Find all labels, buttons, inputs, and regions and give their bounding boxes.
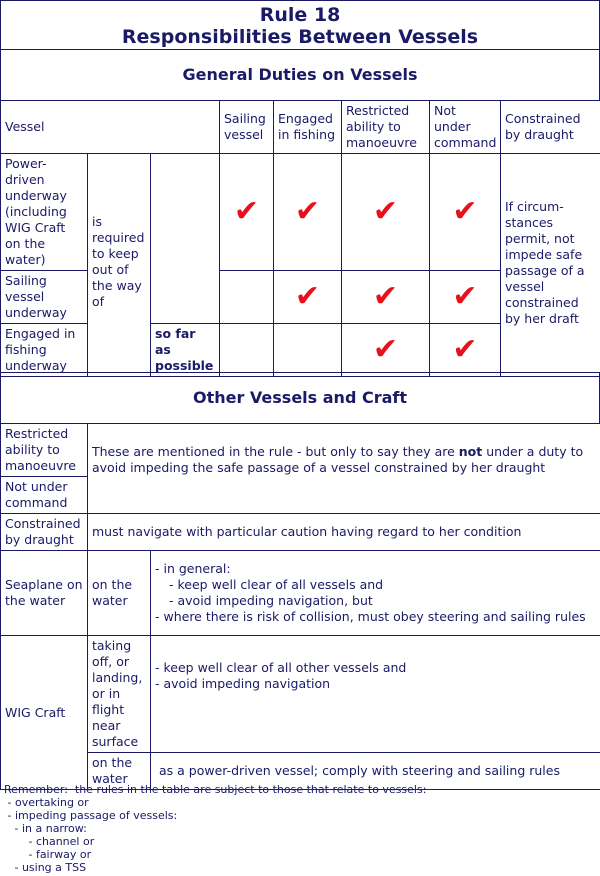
check-icon: ✔ — [220, 154, 274, 271]
empty-cell — [220, 271, 274, 324]
wig-line: - keep well clear of all other vessels and — [155, 660, 407, 675]
remember-line: - in a narrow: — [4, 822, 87, 835]
remember-line: Remember: the rules in the table are subject to those that relate to vessels: — [4, 783, 427, 796]
header-nuc: Not under command — [430, 101, 501, 154]
table-row-constrained — [1, 514, 600, 551]
table-row-seaplane — [1, 551, 600, 636]
check-icon: ✔ — [342, 271, 430, 324]
header-sailing: Sailing vessel — [220, 101, 274, 154]
remember-line: - channel or — [4, 835, 95, 848]
empty-cell — [274, 324, 342, 377]
header-fishing: Engaged in fishing — [274, 101, 342, 154]
table-header-row — [1, 101, 600, 154]
check-icon: ✔ — [342, 324, 430, 377]
section-other-vessels: Other Vessels and Craft — [0, 372, 600, 424]
wig-line: - avoid impeding navigation — [155, 676, 331, 691]
remember-note — [4, 783, 426, 874]
other-vessels-table — [0, 423, 600, 790]
wig-flight-rules — [151, 636, 600, 753]
check-icon: ✔ — [274, 154, 342, 271]
row-label-power: Power-driven underway (including WIG Craft on the water) — [1, 154, 88, 271]
so-far-text: so far as possible — [151, 324, 220, 377]
mentioned-pre: These are mentioned in the rule - but only to say they are — [92, 444, 459, 459]
empty-cell — [220, 324, 274, 377]
table-row-restricted — [1, 424, 600, 477]
title-subject: Responsibilities Between Vessels — [121, 26, 479, 48]
check-icon: ✔ — [430, 154, 501, 271]
header-restricted: Restricted ability to manoeuvre — [342, 101, 430, 154]
remember-line: - overtaking or — [4, 796, 89, 809]
row-label-fishing: Engaged in fishing underway — [1, 324, 88, 377]
check-icon: ✔ — [274, 271, 342, 324]
wig-on-water-rules: as a power-driven vessel; comply with steering and sailing rules — [151, 753, 600, 790]
seaplane-rules — [151, 551, 600, 636]
table-row-wig-flight — [1, 636, 600, 753]
constrained-note: If circum-stances permit, not impede safe passage of a vessel constrained by her draft — [501, 154, 600, 377]
row-label-nuc: Not under command — [1, 477, 88, 514]
check-icon: ✔ — [430, 324, 501, 377]
row-label-seaplane: Seaplane on the water — [1, 551, 88, 636]
table-row-power — [1, 154, 600, 271]
required-text: is required to keep out of the way of — [88, 154, 151, 377]
row-label-sailing: Sailing vessel underway — [1, 271, 88, 324]
seaplane-line: - keep well clear of all vessels and — [169, 577, 384, 592]
seaplane-line: - where there is risk of collision, must obey steering and sailing rules — [155, 609, 586, 624]
seaplane-line: - avoid impeding navigation, but — [169, 593, 373, 608]
remember-line: - fairway or — [4, 848, 92, 861]
row-label-wig: WIG Craft — [1, 636, 88, 790]
remember-line: - impeding passage of vessels: — [4, 809, 178, 822]
row-label-restricted: Restricted ability to manoeuvre — [1, 424, 88, 477]
title-rule: Rule 18 — [259, 4, 341, 26]
page-title — [0, 0, 600, 50]
wig-flight-text: taking off, or landing, or in flight near surface — [88, 636, 151, 753]
seaplane-on-water: on the water — [88, 551, 151, 636]
check-icon: ✔ — [342, 154, 430, 271]
empty-cell — [151, 154, 220, 324]
constrained-text: must navigate with particular caution having regard to her condition — [88, 514, 600, 551]
general-duties-table — [0, 100, 600, 377]
remember-line: - using a TSS — [4, 861, 87, 874]
header-vessel: Vessel — [1, 101, 220, 154]
mentioned-text — [88, 424, 600, 514]
mentioned-post: under a duty to avoid impeding the safe passage of a vessel constrained by her draught — [92, 444, 584, 475]
header-constrained: Constrained by draught — [501, 101, 600, 154]
row-label-constrained: Constrained by draught — [1, 514, 88, 551]
wig-on-water: on the water — [88, 753, 151, 790]
section-general-duties: General Duties on Vessels — [0, 49, 600, 101]
check-icon: ✔ — [430, 271, 501, 324]
seaplane-line: - in general: — [155, 561, 231, 576]
mentioned-bold: not — [458, 444, 483, 459]
